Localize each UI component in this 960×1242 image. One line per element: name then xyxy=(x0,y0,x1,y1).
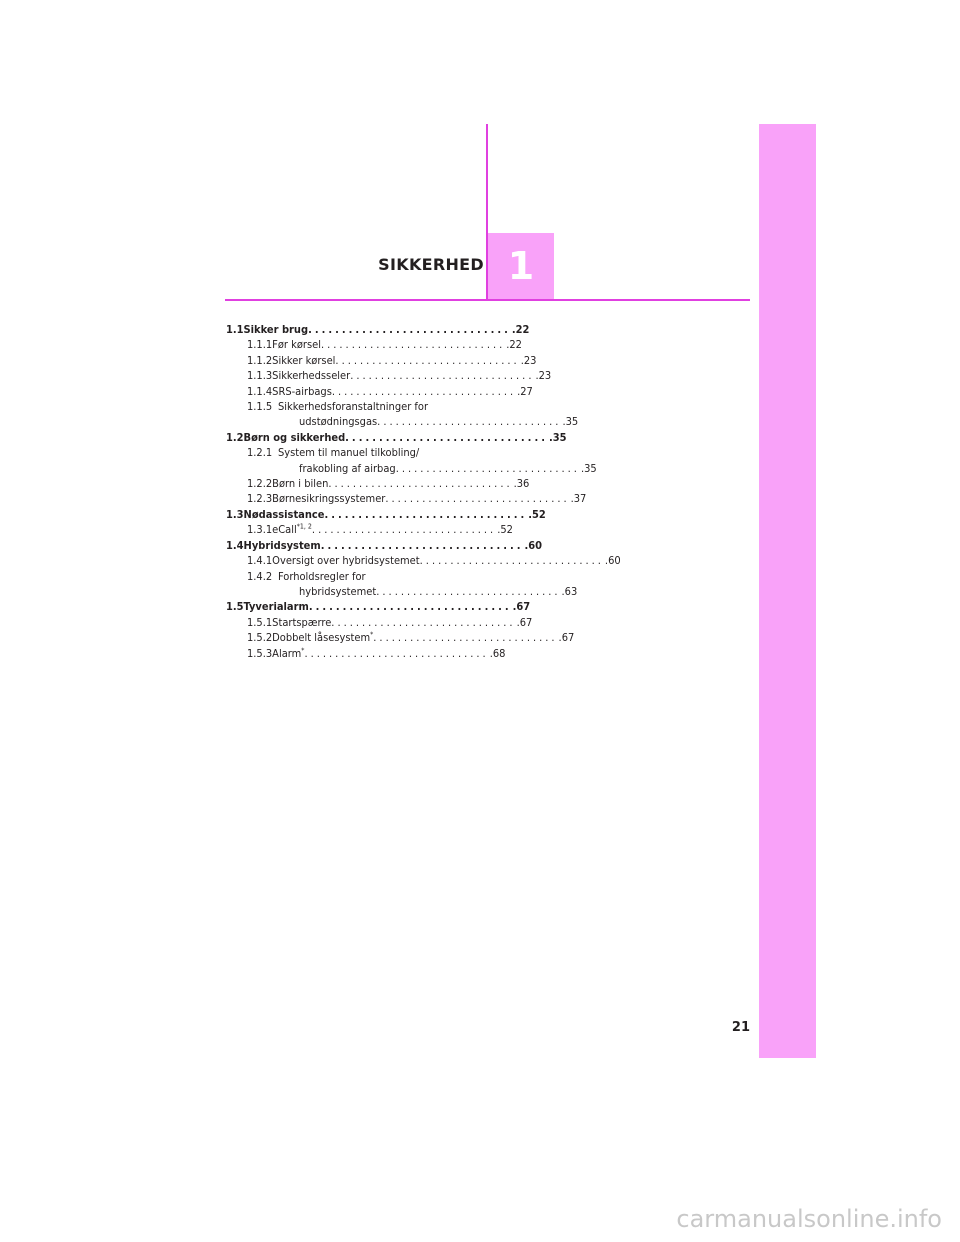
toc-title: Børnesikringssystemer xyxy=(272,492,386,506)
toc-title: SRS-airbags xyxy=(272,384,332,398)
table-of-contents xyxy=(226,322,621,661)
chapter-title: SIKKERHED xyxy=(378,255,484,274)
toc-title: Sikker brug xyxy=(243,323,309,336)
footnote-marker: *1, 2 xyxy=(296,522,312,531)
toc-title-text: Alarm xyxy=(272,646,302,660)
toc-page: .68 xyxy=(489,646,506,660)
header-horizontal-rule xyxy=(225,299,750,301)
toc-entry-1-5-3[interactable] xyxy=(226,645,506,661)
toc-entry-1-1-5[interactable] xyxy=(226,399,467,414)
chapter-number-box xyxy=(488,233,554,299)
toc-leader: .............................. xyxy=(324,507,528,521)
toc-leader: .............................. xyxy=(385,492,570,506)
toc-number: 1.1 xyxy=(226,323,244,336)
toc-title: Sikker kørsel xyxy=(272,353,336,367)
toc-entry-1-1-1[interactable] xyxy=(226,337,522,352)
toc-page: .52 xyxy=(497,523,513,537)
toc-number: 1.1.5 xyxy=(247,400,273,414)
toc-title: Hybridsystem xyxy=(243,538,321,552)
toc-page: .60 xyxy=(604,554,621,568)
toc-number: 1.5 xyxy=(226,600,244,614)
toc-number: 1.2.2 xyxy=(247,477,273,491)
toc-entry-1-2-1[interactable] xyxy=(226,445,467,460)
toc-section-1-4[interactable] xyxy=(226,538,543,553)
toc-section-1-5[interactable] xyxy=(226,599,531,614)
toc-entry-1-3-1[interactable] xyxy=(226,522,513,537)
toc-title: Før kørsel xyxy=(272,338,321,352)
toc-page: .36 xyxy=(513,477,530,491)
toc-page: .52 xyxy=(528,507,546,521)
toc-page: .60 xyxy=(524,538,543,552)
toc-entry-1-5-1[interactable] xyxy=(226,615,533,630)
toc-page: .67 xyxy=(558,631,575,645)
toc-number: 1.3.1 xyxy=(247,523,273,537)
toc-title: Nødassistance xyxy=(243,507,325,521)
toc-page: .35 xyxy=(562,415,579,429)
page-number: 21 xyxy=(731,1020,750,1035)
toc-page: .27 xyxy=(517,384,533,398)
toc-entry-1-2-3[interactable] xyxy=(226,491,587,506)
toc-number: 1.5.3 xyxy=(247,646,273,660)
toc-leader: .............................. xyxy=(311,523,497,537)
toc-leader: .............................. xyxy=(328,477,513,491)
toc-title-line2: hybridsystemet xyxy=(299,584,377,598)
toc-number: 1.2 xyxy=(226,430,244,444)
toc-leader: .............................. xyxy=(377,415,562,429)
footnote-marker: * xyxy=(301,645,305,654)
toc-title: Sikkerhedsseler xyxy=(272,369,351,383)
toc-number: 1.2.1 xyxy=(247,446,273,460)
toc-page: .22 xyxy=(511,323,530,336)
toc-number: 1.1.3 xyxy=(247,369,273,383)
toc-leader: .............................. xyxy=(320,538,524,552)
chapter-side-tab xyxy=(759,124,816,1058)
toc-entry-1-1-3[interactable] xyxy=(226,368,552,383)
watermark: carmanualsonline.info xyxy=(676,1205,942,1233)
toc-page: .63 xyxy=(561,584,578,598)
toc-number: 1.4.1 xyxy=(247,554,273,568)
toc-number: 1.2.3 xyxy=(247,492,273,506)
toc-page: .23 xyxy=(535,369,552,383)
toc-leader: .............................. xyxy=(331,615,516,629)
toc-title-line1: Sikkerhedsforanstaltninger for xyxy=(278,400,429,414)
toc-entry-1-1-2[interactable] xyxy=(226,353,537,368)
toc-leader: .............................. xyxy=(373,631,558,645)
toc-section-1-1[interactable] xyxy=(226,322,530,337)
footnote-marker: * xyxy=(370,630,374,639)
toc-leader: .............................. xyxy=(376,584,561,598)
toc-title-text: eCall xyxy=(272,523,297,537)
toc-page: .35 xyxy=(548,430,567,444)
toc-number: 1.4.2 xyxy=(247,569,273,583)
toc-section-1-3[interactable] xyxy=(226,507,546,522)
toc-page: .23 xyxy=(520,353,537,367)
toc-leader: .............................. xyxy=(345,430,548,444)
toc-title: Børn og sikkerhed xyxy=(243,430,346,444)
toc-title: Startspærre xyxy=(272,615,332,629)
toc-entry-1-4-2[interactable] xyxy=(226,569,467,584)
toc-number: 1.1.1 xyxy=(247,338,273,352)
toc-entry-1-1-4[interactable] xyxy=(226,384,533,399)
toc-number: 1.5.2 xyxy=(247,631,273,645)
toc-number: 1.4 xyxy=(226,538,244,552)
toc-leader: .............................. xyxy=(335,353,520,367)
toc-page: .37 xyxy=(570,492,587,506)
chapter-number: 1 xyxy=(507,244,535,288)
toc-leader: .............................. xyxy=(308,323,511,336)
toc-title-line1: System til manuel tilkobling/ xyxy=(278,446,420,460)
toc-entry-1-2-1-cont[interactable] xyxy=(226,461,597,476)
toc-leader: .............................. xyxy=(419,554,604,568)
toc-title: Oversigt over hybridsystemet xyxy=(272,554,420,568)
toc-title xyxy=(272,522,312,537)
toc-entry-1-2-2[interactable] xyxy=(226,476,530,491)
toc-leader: .............................. xyxy=(304,646,489,660)
toc-title-line2: frakobling af airbag xyxy=(299,461,396,475)
toc-number: 1.5.1 xyxy=(247,615,273,629)
toc-leader: .............................. xyxy=(350,369,535,383)
toc-leader: .............................. xyxy=(331,384,517,398)
toc-number: 1.1.4 xyxy=(247,384,273,398)
toc-entry-1-1-5-cont[interactable] xyxy=(226,414,579,429)
toc-page: .22 xyxy=(506,338,522,352)
toc-leader: .............................. xyxy=(395,461,580,475)
toc-number: 1.1.2 xyxy=(247,353,273,367)
toc-title xyxy=(272,630,373,645)
toc-title-line1: Forholdsregler for xyxy=(278,569,366,583)
toc-section-1-2[interactable] xyxy=(226,430,567,445)
toc-title-line2: udstødningsgas xyxy=(299,415,378,429)
toc-page: .35 xyxy=(580,461,597,475)
toc-leader: .............................. xyxy=(320,338,506,352)
toc-title: Børn i bilen xyxy=(272,477,329,491)
toc-title xyxy=(272,646,304,661)
toc-page: .67 xyxy=(512,600,531,614)
toc-entry-1-4-2-cont[interactable] xyxy=(226,584,578,599)
toc-entry-1-5-2[interactable] xyxy=(226,630,575,645)
toc-leader: .............................. xyxy=(308,600,512,614)
toc-title: Tyverialarm xyxy=(243,600,309,614)
toc-title-text: Dobbelt låsesystem xyxy=(272,631,371,645)
toc-number: 1.3 xyxy=(226,507,244,521)
toc-entry-1-4-1[interactable] xyxy=(226,553,621,568)
toc-page: .67 xyxy=(516,615,533,629)
